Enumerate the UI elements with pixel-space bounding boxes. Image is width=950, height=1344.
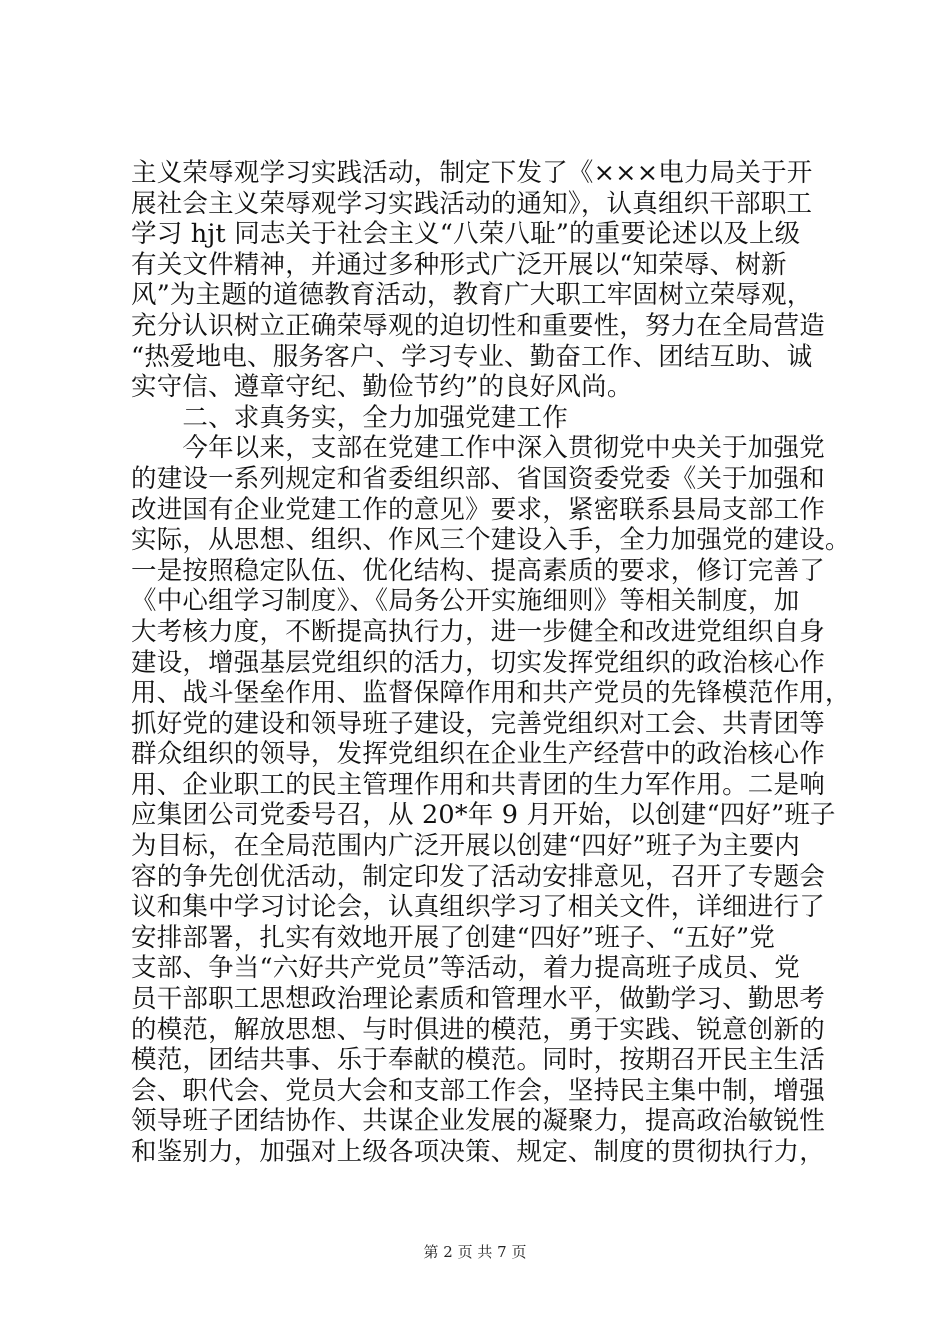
page-number-footer: 第 2 页 共 7 页 (423, 1243, 527, 1261)
text-line: 主义荣辱观学习实践活动，制定下发了《×××电力局关于开 (131, 158, 813, 188)
text-line: 大考核力度，不断提高执行力，进一步健全和改进党组织自身 (131, 616, 825, 647)
text-line: 学习 hjt 同志关于社会主义“八荣八耻”的重要论述以及上级 (131, 219, 801, 250)
text-line: 用、战斗堡垒作用、监督保障作用和共产党员的先锋模范作用， (131, 678, 851, 709)
text-line: 为目标，在全局范围内广泛开展以创建“四好”班子为主要内 (131, 831, 800, 862)
text-line: 《中心组学习制度》、《局务公开实施细则》等相关制度，加 (131, 586, 800, 617)
text-line: 建设，增强基层党组织的活力，切实发挥党组织的政治核心作 (131, 647, 825, 678)
text-line: 领导班子团结协作、共谋企业发展的凝聚力，提高政治敏锐性 (131, 1106, 825, 1137)
text-line: 展社会主义荣辱观学习实践活动的通知》，认真组织干部职工 (131, 188, 813, 219)
text-line: 会、职代会、党员大会和支部工作会，坚持民主集中制，增强 (131, 1075, 825, 1106)
text-line: 容的争先创优活动，制定印发了活动安排意见，召开了专题会 (131, 861, 825, 892)
text-line: 今年以来，支部在党建工作中深入贯彻党中央关于加强党 (131, 433, 825, 464)
text-line: 支部、争当“六好共产党员”等活动，着力提高班子成员、党 (131, 953, 800, 984)
text-line: 改进国有企业党建工作的意见》要求，紧密联系县局支部工作 (131, 494, 825, 525)
text-line: 模范，团结共事、乐于奉献的模范。同时，按期召开民主生活 (131, 1045, 825, 1076)
text-line: 的模范，解放思想、与时俱进的模范，勇于实践、锐意创新的 (131, 1014, 825, 1045)
text-line: 议和集中学习讨论会，认真组织学习了相关文件，详细进行了 (131, 892, 825, 923)
text-line: 安排部署，扎实有效地开展了创建“四好”班子、“五好”党 (131, 922, 776, 953)
section-heading: 二、求真务实，全力加强党建工作 (131, 402, 568, 433)
text-line: 群众组织的领导，发挥党组织在企业生产经营中的政治核心作 (131, 739, 825, 770)
text-line: 和鉴别力，加强对上级各项决策、规定、制度的贯彻执行力， (131, 1137, 825, 1167)
text-line: 实守信、遵章守纪、勤俭节约”的良好风尚。 (131, 372, 633, 403)
text-line: 充分认识树立正确荣辱观的迫切性和重要性，努力在全局营造 (131, 310, 825, 341)
text-line: 的建设一系列规定和省委组织部、省国资委党委《关于加强和 (131, 463, 825, 494)
text-line: 一是按照稳定队伍、优化结构、提高素质的要求，修订完善了 (131, 555, 825, 586)
document-body (131, 158, 851, 1168)
text-line: 实际，从思想、组织、作风三个建设入手，全力加强党的建设。 (131, 525, 851, 556)
text-line: 应集团公司党委号召，从 20*年 9 月开始，以创建“四好”班子 (131, 800, 836, 831)
text-line: 员干部职工思想政治理论素质和管理水平，做勤学习、勤思考 (131, 984, 825, 1015)
text-line: 抓好党的建设和领导班子建设，完善党组织对工会、共青团等 (131, 708, 825, 739)
text-line: 风”为主题的道德教育活动，教育广大职工牢固树立荣辱观， (131, 280, 813, 311)
text-line: “热爱地电、服务客户、学习专业、勤奋工作、团结互助、诚 (131, 341, 813, 372)
text-line: 用、企业职工的民主管理作用和共青团的生力军作用。二是响 (131, 769, 825, 800)
text-line: 有关文件精神，并通过多种形式广泛开展以“知荣辱、树新 (131, 249, 787, 280)
